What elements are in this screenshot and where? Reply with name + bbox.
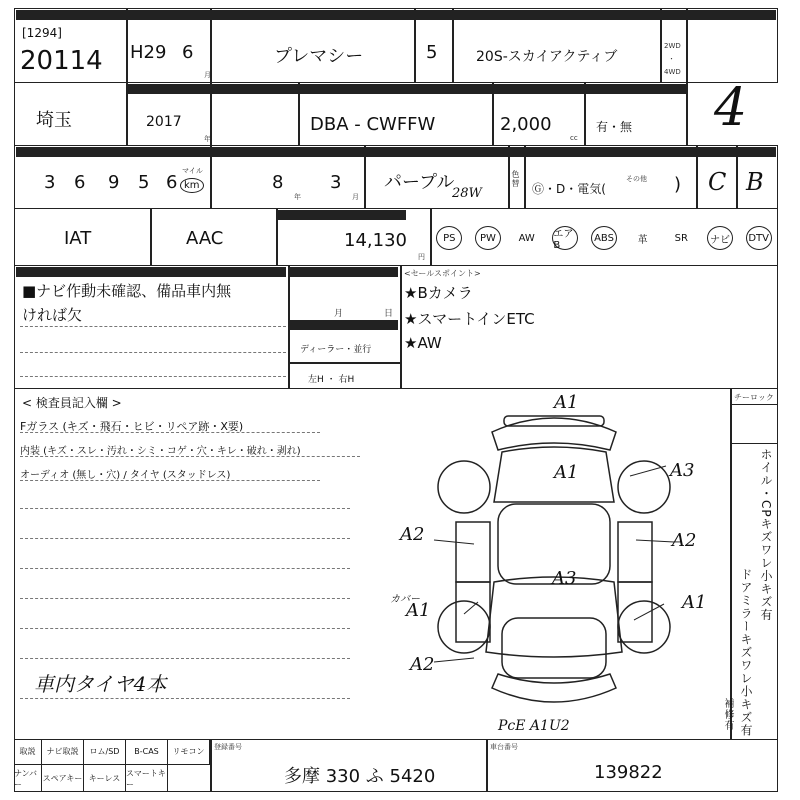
equipment-0: PS bbox=[436, 226, 462, 250]
opt-spare-key: スペアキー bbox=[42, 765, 84, 792]
damage-mark-front: A1 bbox=[554, 392, 579, 413]
divider bbox=[276, 208, 278, 266]
divider bbox=[400, 265, 402, 389]
opt-nav-manual: ナビ取説 bbox=[42, 739, 84, 765]
damage-mark-front-right: A3 bbox=[670, 460, 695, 481]
damage-mark-rear: PcE A1U2 bbox=[498, 718, 570, 734]
divider bbox=[210, 145, 212, 209]
damage-mark-roof: A3 bbox=[552, 568, 577, 589]
divider bbox=[492, 82, 494, 146]
inspection-year: 8 bbox=[272, 172, 284, 193]
inspector-line-2: 内装 (キズ・スレ・汚れ・シミ・コゲ・穴・キレ・破れ・剥れ) bbox=[20, 446, 301, 457]
damage-mark-bonnet: A1 bbox=[554, 462, 579, 483]
equipment-1: PW bbox=[475, 226, 501, 250]
mid-header-bar bbox=[290, 267, 398, 277]
color-code: 28W bbox=[452, 186, 482, 201]
interior-grade: C bbox=[708, 168, 727, 196]
color-name: パープル bbox=[384, 172, 455, 193]
doors: 5 bbox=[426, 42, 438, 63]
divider bbox=[210, 8, 212, 83]
divider bbox=[126, 8, 128, 83]
handwritten-note: 車内タイヤ4本 bbox=[34, 672, 167, 696]
mileage-km-circled: km bbox=[180, 178, 204, 193]
right-panel-col1: ホイル・CPキズワレ小キズ有 bbox=[759, 448, 773, 622]
prefecture: 埼玉 bbox=[36, 110, 72, 131]
plate-label: 登録番号 bbox=[214, 743, 242, 751]
damage-mark-left-quarter: A2 bbox=[410, 654, 435, 675]
notes-header-bar bbox=[16, 267, 286, 277]
equipment-5: 革 bbox=[637, 234, 648, 246]
equipment-3: エアB bbox=[552, 226, 578, 250]
drive-2wd: 2WD bbox=[664, 42, 681, 50]
right-panel-col2: ドアミラーキズワレ小キズ有 bbox=[739, 568, 753, 737]
displacement: 2,000 bbox=[500, 114, 552, 135]
equipment-4: ABS bbox=[591, 226, 617, 250]
divider bbox=[452, 8, 454, 83]
auction-sheet bbox=[14, 8, 778, 792]
damage-mark-left-front: A2 bbox=[400, 524, 425, 545]
inspector-title: < 検査員記入欄 > bbox=[22, 396, 122, 410]
grade: 20S-スカイアクティブ bbox=[476, 49, 618, 65]
divider bbox=[364, 145, 366, 209]
equipment-row bbox=[430, 208, 778, 266]
lot-bracket: [1294] bbox=[22, 26, 62, 40]
divider bbox=[126, 82, 128, 146]
row3-header-bar bbox=[16, 147, 776, 157]
right-panel-col3: 補修有 bbox=[722, 698, 733, 731]
right-panel-label: チーロック bbox=[734, 393, 774, 402]
exterior-grade: B bbox=[746, 168, 764, 196]
month-label: 月 bbox=[334, 309, 344, 319]
drive-dot: ・ bbox=[668, 55, 675, 63]
ac-type: AAC bbox=[186, 228, 224, 249]
equipment-2: AW bbox=[518, 232, 535, 244]
opt-rom-sd: ロム/SD bbox=[84, 739, 126, 765]
reg-era: H29 bbox=[130, 42, 167, 63]
aircon-close: ) bbox=[674, 174, 682, 195]
damage-mark-right-front: A2 bbox=[672, 530, 697, 551]
reg-month: 6 bbox=[182, 42, 194, 63]
opt-bcas: B-CAS bbox=[126, 739, 168, 765]
car-damage-diagram bbox=[374, 392, 734, 732]
model-name: プレマシー bbox=[274, 46, 364, 67]
mid-header-bar-2 bbox=[290, 320, 398, 330]
damage-mark-right-rear: A1 bbox=[682, 592, 707, 613]
divider bbox=[414, 8, 416, 83]
month-unit: 月 bbox=[204, 71, 211, 79]
opt-manual: 取説 bbox=[14, 739, 42, 765]
sales-point-1: ★Bカメラ bbox=[404, 284, 473, 302]
month-unit: 月 bbox=[352, 193, 359, 201]
divider bbox=[660, 8, 662, 83]
recycle-value: 14,130 bbox=[344, 230, 407, 251]
sales-point-label: <セールスポイント> bbox=[404, 269, 481, 278]
divider bbox=[150, 208, 152, 266]
mileage-d3: 5 bbox=[138, 172, 150, 193]
note-line-2: ければ欠 bbox=[22, 306, 83, 324]
cc-unit: cc bbox=[570, 134, 578, 142]
sales-point-3: ★AW bbox=[404, 334, 442, 352]
row4-header-bar bbox=[276, 210, 406, 220]
sales-point-2: ★スマートインETC bbox=[404, 310, 535, 328]
opt-plate: ナンバー bbox=[14, 765, 42, 792]
opt-keyless: キーレス bbox=[84, 765, 126, 792]
mileage-d2: 9 bbox=[108, 172, 120, 193]
handle-side: 左H ・ 右H bbox=[308, 375, 355, 385]
drive-4wd: 4WD bbox=[664, 68, 681, 76]
right-panel-box bbox=[730, 404, 778, 444]
divider bbox=[696, 145, 698, 209]
plate-number: 多摩 330 ふ 5420 bbox=[284, 766, 436, 787]
dealer-parallel: ディーラー・並行 bbox=[300, 345, 372, 355]
row1-header-bar bbox=[16, 10, 776, 20]
divider bbox=[298, 82, 300, 146]
score: 4 bbox=[714, 78, 748, 138]
note-line-1: ■ナビ作動未確認、備品車内無 bbox=[22, 282, 232, 300]
divider bbox=[524, 145, 526, 209]
opt-smart-key: スマートキー bbox=[126, 765, 168, 792]
inspection-month: 3 bbox=[330, 172, 342, 193]
transmission: IAT bbox=[64, 228, 92, 249]
chassis-number: 139822 bbox=[594, 762, 663, 783]
divider bbox=[288, 362, 400, 364]
color-change-label: 色替 bbox=[511, 170, 520, 188]
model-code: DBA - CWFFW bbox=[310, 114, 436, 135]
divider bbox=[486, 739, 488, 792]
inspector-line-3: オーディオ (無し・穴) / タイヤ (スタッドレス) bbox=[20, 470, 231, 481]
equipment-6: SR bbox=[674, 232, 688, 244]
chassis-label: 車台番号 bbox=[490, 743, 518, 751]
equipment-7: ナビ bbox=[707, 226, 733, 250]
year-unit: 年 bbox=[294, 193, 301, 201]
year-unit: 年 bbox=[204, 135, 211, 143]
lot-number: 20114 bbox=[20, 46, 103, 76]
aircon: Ⓖ・D・電気( bbox=[532, 182, 606, 196]
divider bbox=[210, 739, 212, 792]
divider bbox=[736, 145, 738, 209]
divider bbox=[210, 82, 212, 146]
mileage-d0: 3 bbox=[44, 172, 56, 193]
aircon-other: その他 bbox=[626, 175, 647, 183]
mileage-d4: 6 bbox=[166, 172, 178, 193]
day-label: 日 bbox=[384, 309, 394, 319]
yen-unit: 円 bbox=[418, 253, 425, 261]
mileage-d1: 6 bbox=[74, 172, 86, 193]
divider bbox=[584, 82, 586, 146]
equipment-8: DTV bbox=[746, 226, 772, 250]
inspector-line-1: Fガラス (キズ・飛石・ヒビ・リペア跡・X要) bbox=[20, 420, 244, 433]
damage-mark-left-rear: A1 bbox=[406, 600, 431, 621]
opt-remote: リモコン bbox=[168, 739, 210, 765]
mileage-unit-mile: マイル bbox=[182, 167, 203, 175]
first-reg-year: 2017 bbox=[146, 114, 182, 130]
turbo: 有・無 bbox=[596, 120, 633, 134]
damage-mark-cover: カバー bbox=[390, 594, 420, 605]
